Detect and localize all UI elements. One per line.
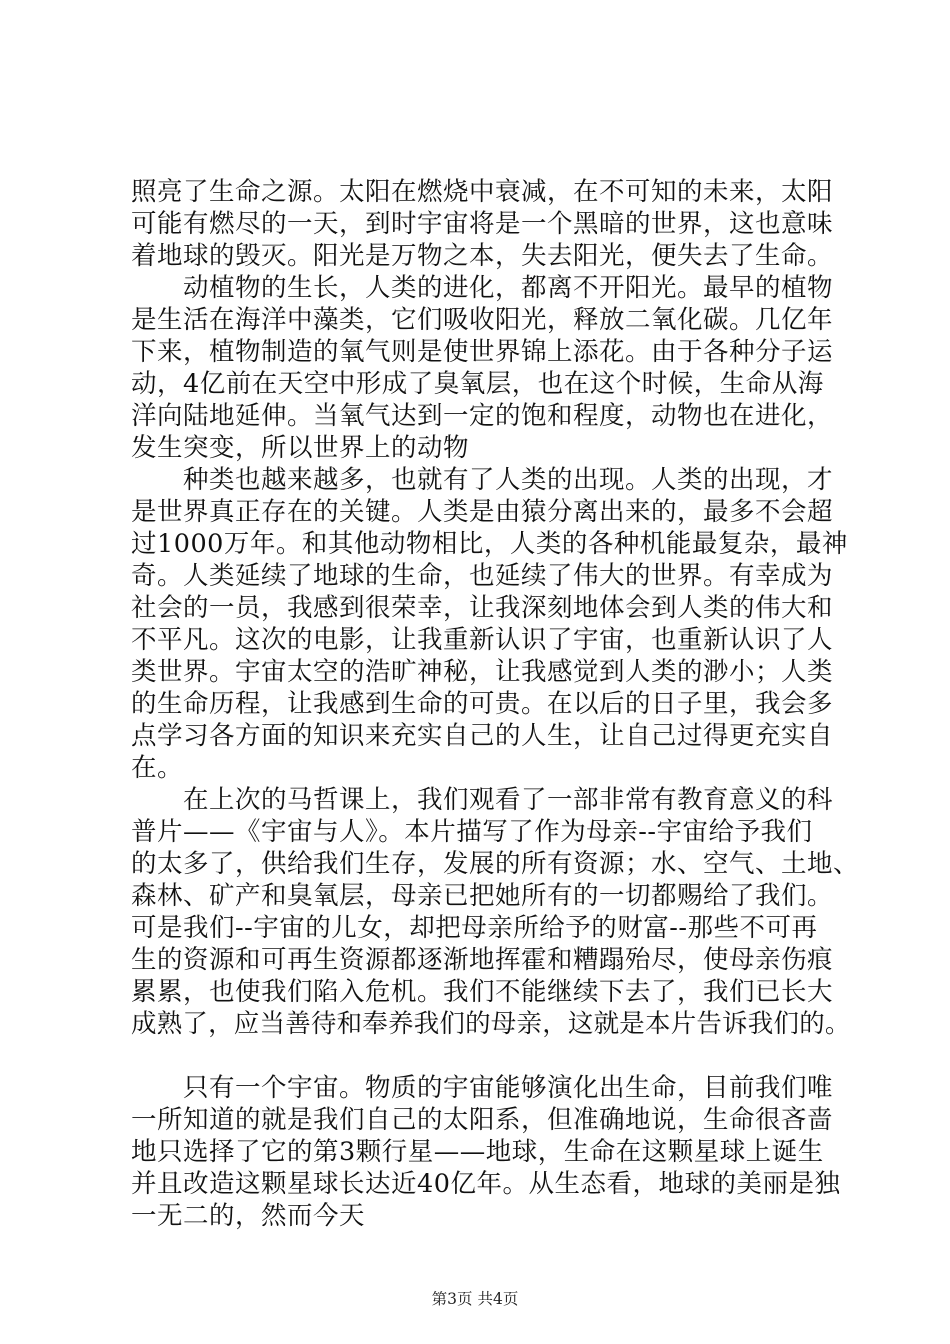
- text-line: 只有一个宇宙。物质的宇宙能够演化出生命，目前我们唯: [183, 1073, 834, 1103]
- text-line: 地只选择了它的第3颗行星——地球，生命在这颗星球上诞生: [131, 1137, 824, 1167]
- text-line: 在。: [131, 753, 184, 783]
- text-line: 森林、矿产和臭氧层，母亲已把她所有的一切都赐给了我们。: [131, 881, 834, 911]
- text-line: 下来，植物制造的氧气则是使世界锦上添花。由于各种分子运: [131, 337, 834, 367]
- text-line: 动植物的生长，人类的进化，都离不开阳光。最早的植物: [183, 273, 834, 303]
- text-line: 是生活在海洋中藻类，它们吸收阳光，释放二氧化碳。几亿年: [131, 305, 834, 335]
- text-line: 奇。人类延续了地球的生命，也延续了伟大的世界。有幸成为: [131, 561, 834, 591]
- text-line: 的生命历程，让我感到生命的可贵。在以后的日子里，我会多: [131, 689, 834, 719]
- text-line: 累累，也使我们陷入危机。我们不能继续下去了，我们已长大: [131, 977, 834, 1007]
- text-line: 点学习各方面的知识来充实自己的人生，让自己过得更充实自: [131, 721, 834, 751]
- text-line: 社会的一员，我感到很荣幸，让我深刻地体会到人类的伟大和: [131, 593, 834, 623]
- text-line: 生的资源和可再生资源都逐渐地挥霍和糟蹋殆尽，使母亲伤痕: [131, 945, 834, 975]
- text-line: 可是我们--宇宙的儿女，却把母亲所给予的财富--那些不可再: [131, 913, 818, 943]
- text-line: 在上次的马哲课上，我们观看了一部非常有教育意义的科: [183, 785, 834, 815]
- text-line: 成熟了，应当善待和奉养我们的母亲，这就是本片告诉我们的。: [131, 1009, 851, 1039]
- text-line: 种类也越来越多，也就有了人类的出现。人类的出现，才: [183, 465, 834, 495]
- text-line: 洋向陆地延伸。当氧气达到一定的饱和程度，动物也在进化，: [131, 401, 834, 431]
- text-line: 一所知道的就是我们自己的太阳系，但准确地说，生命很吝啬: [131, 1105, 834, 1135]
- text-line: 类世界。宇宙太空的浩旷神秘，让我感觉到人类的渺小；人类: [131, 657, 834, 687]
- text-line: 过1000万年。和其他动物相比，人类的各种机能最复杂，最神: [131, 529, 848, 559]
- text-line: 可能有燃尽的一天，到时宇宙将是一个黑暗的世界，这也意味: [131, 209, 834, 239]
- text-line: 发生突变，所以世界上的动物: [131, 433, 470, 463]
- text-line: 着地球的毁灭。阳光是万物之本，失去阳光，便失去了生命。: [131, 241, 834, 271]
- text-line: 一无二的，然而今天: [131, 1201, 366, 1231]
- text-line: 普片——《宇宙与人》。本片描写了作为母亲--宇宙给予我们: [131, 817, 813, 847]
- text-line: 的太多了，供给我们生存，发展的所有资源；水、空气、土地、: [131, 849, 860, 879]
- text-line: 是世界真正存在的关键。人类是由猿分离出来的，最多不会超: [131, 497, 834, 527]
- text-line: 不平凡。这次的电影，让我重新认识了宇宙，也重新认识了人: [131, 625, 834, 655]
- page-number: 第3页 共4页: [431, 1290, 519, 1308]
- text-line: 并且改造这颗星球长达近40亿年。从生态看，地球的美丽是独: [131, 1169, 841, 1199]
- text-line: 照亮了生命之源。太阳在燃烧中衰减，在不可知的未来，太阳: [131, 177, 834, 207]
- text-line: 动，4亿前在天空中形成了臭氧层，也在这个时候，生命从海: [131, 369, 824, 399]
